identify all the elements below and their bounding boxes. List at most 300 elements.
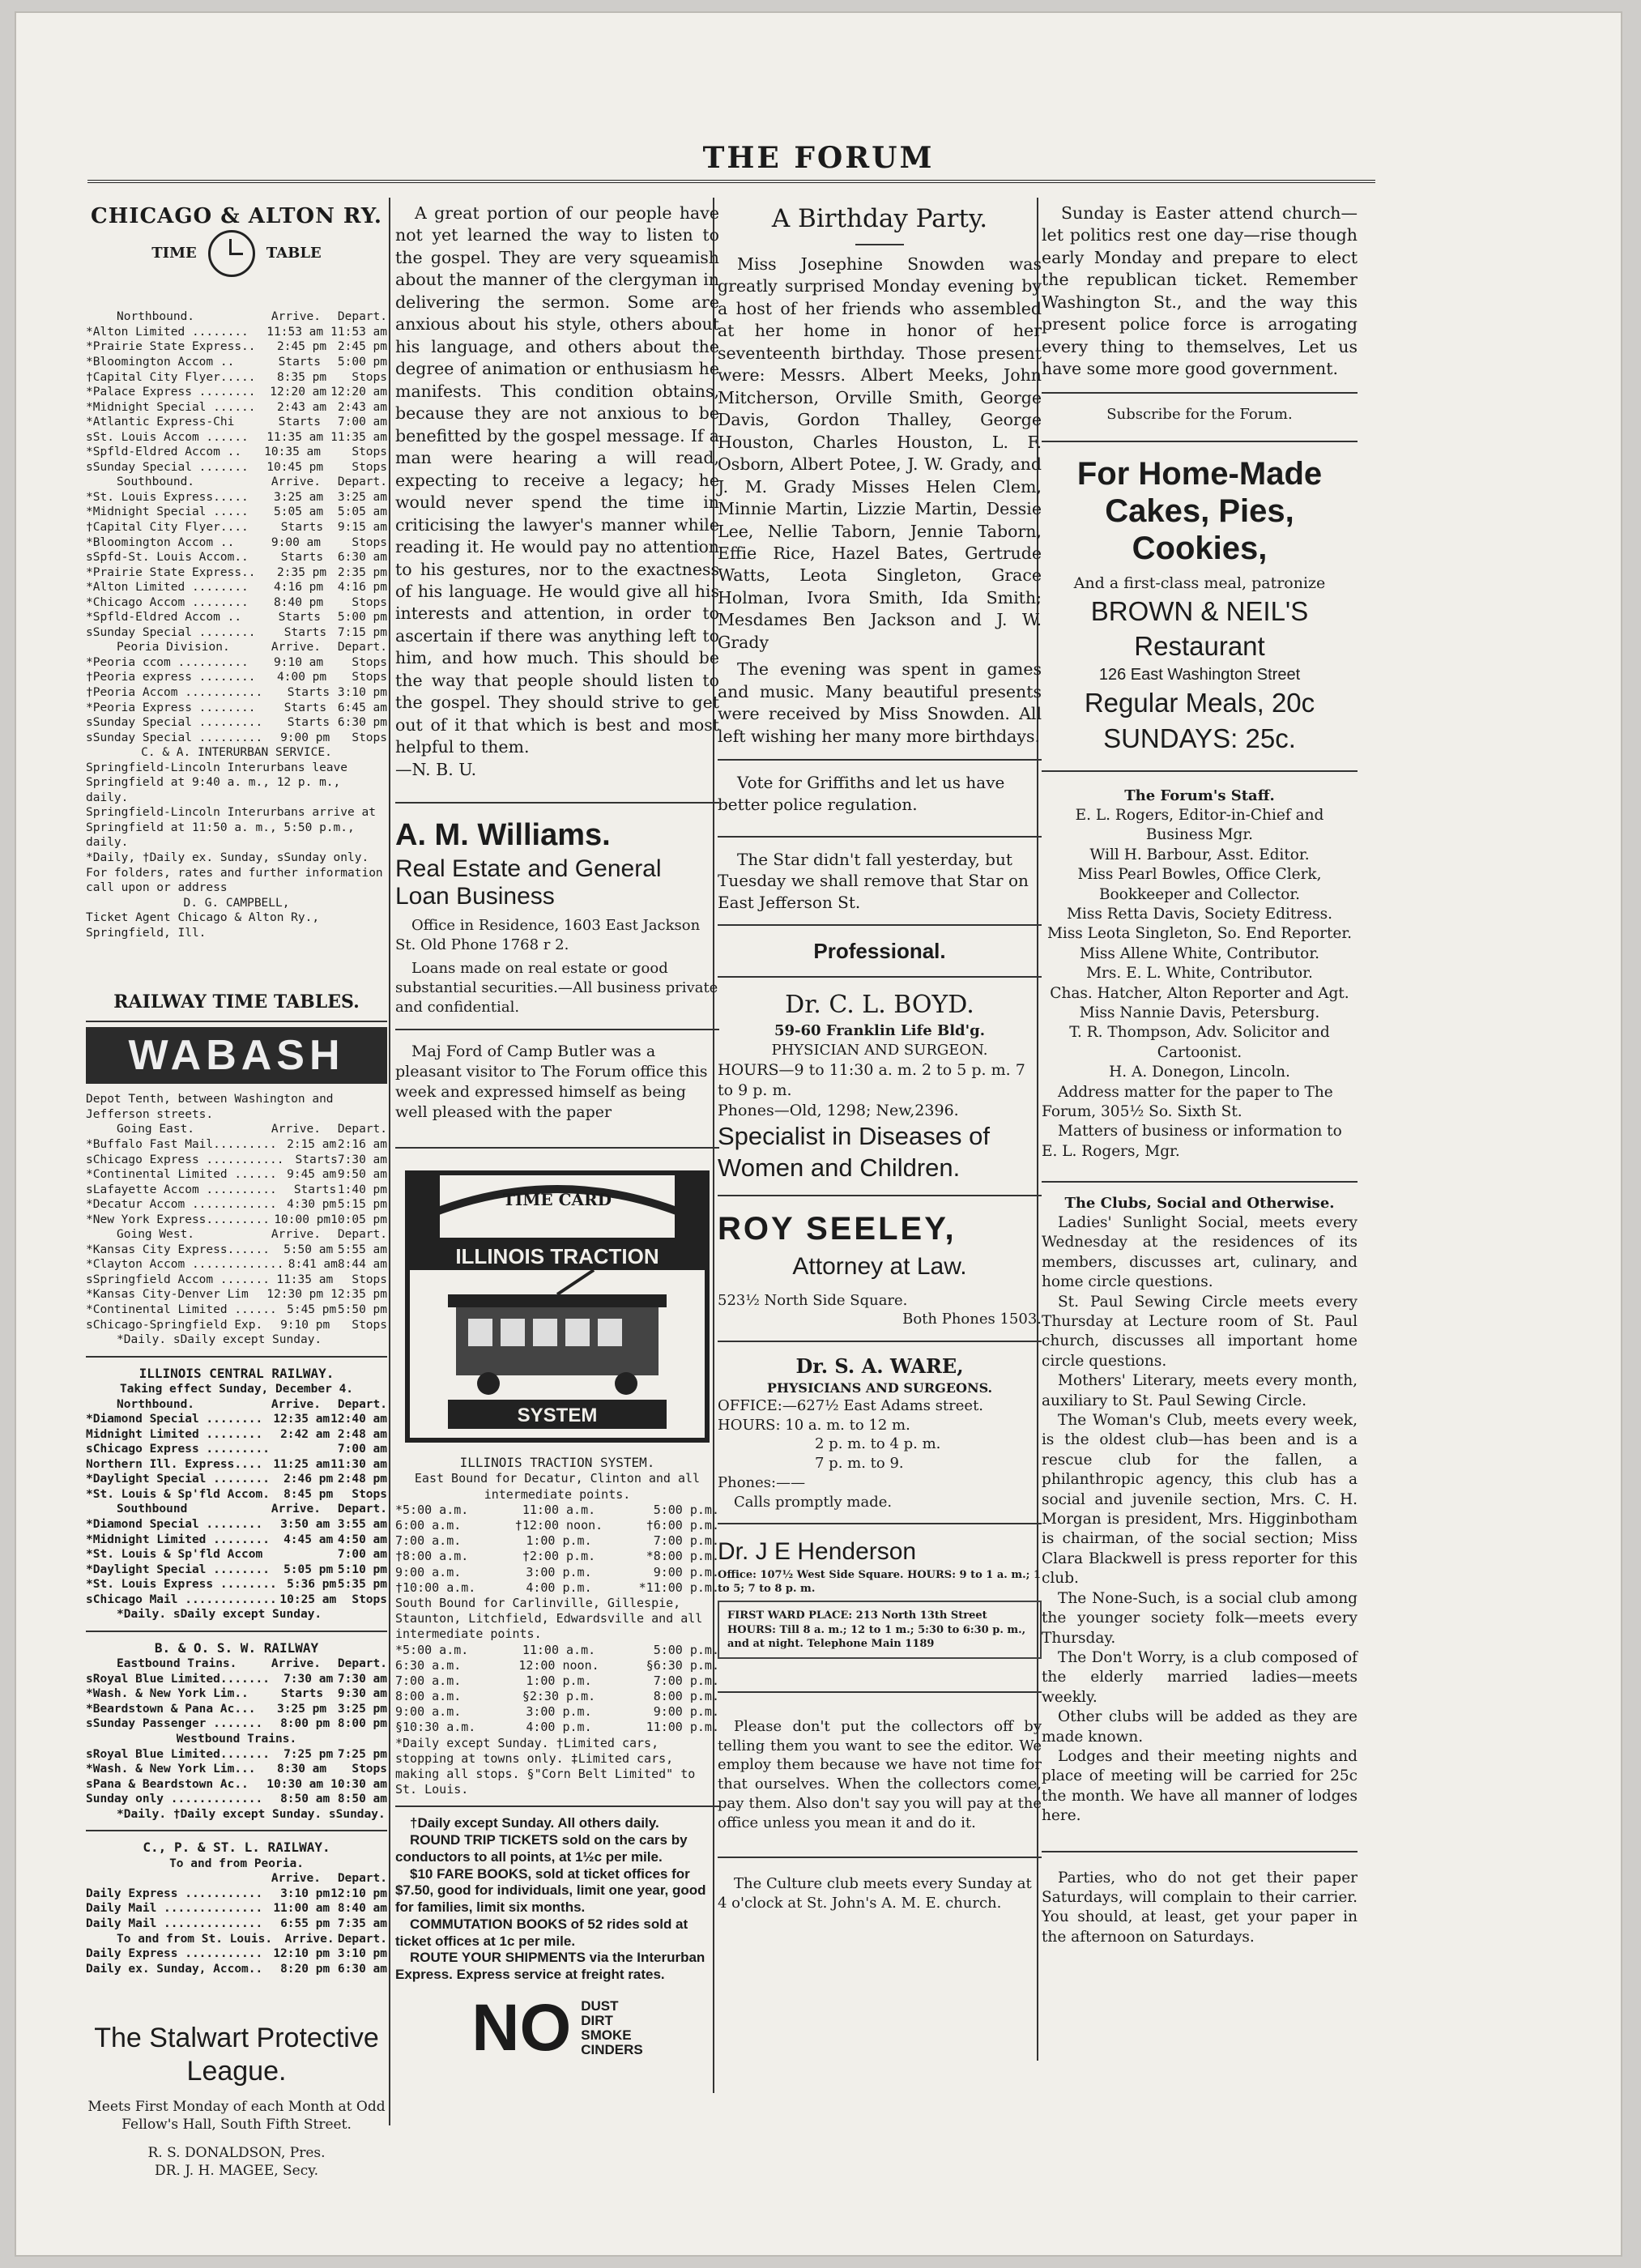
bosw-ad	[86, 1640, 387, 1822]
train-name: sSpfd-St. Louis Accom..	[86, 551, 249, 565]
williams-office: Office in Residence, 1603 East Jackson St. Old Phone 1768 r 2.	[395, 916, 701, 953]
ca-note-line: For folders, rates and further information call upon or address	[86, 866, 383, 895]
traction-east-list	[395, 1503, 719, 1596]
timetable-row	[86, 535, 387, 551]
restaurant-address: 126 East Washington Street	[1098, 665, 1301, 684]
col-arrive: Arrive.	[271, 641, 321, 654]
traction-time: †10:00 a.m.	[395, 1580, 476, 1595]
traction-time: 5:00 p.m.	[653, 1502, 719, 1517]
timetable-row	[86, 490, 387, 505]
staff-entry: Miss Pearl Bowles, Office Clerk, Bookkeeper and Collector.	[1077, 866, 1322, 903]
column-rule-1	[389, 198, 390, 2125]
traction-time: *11:00 p.m.	[638, 1580, 719, 1595]
timetable-row	[86, 1457, 387, 1473]
train-name: sRoyal Blue Limited.......	[86, 1747, 270, 1761]
train-name: sPana & Beardstown Ac..	[86, 1777, 249, 1791]
star-notice: The Star didn't fall yesterday, but Tuesday we shall remove that Star on East Jefferson St.	[718, 850, 1029, 912]
arrive-time: 4:16 pm	[274, 581, 324, 595]
no-item: DIRT	[581, 2012, 613, 2028]
williams-name: A. M. Williams.	[395, 817, 611, 852]
ware-phones: Phones:——	[718, 1473, 806, 1491]
timetable-row	[86, 1167, 387, 1183]
timetable-row	[86, 595, 387, 611]
train-name: sChicago Express ...........	[86, 1153, 284, 1166]
train-name: *Daylight Special ........	[86, 1473, 270, 1486]
arrive-time: 5:45 pm	[287, 1302, 337, 1316]
no-list	[581, 1999, 643, 2057]
arrive-time: 3:50 am	[280, 1518, 330, 1531]
arrive-time: Starts	[280, 1687, 324, 1701]
ca-note-line: *Daily, †Daily ex. Sunday, sSunday only.	[86, 851, 369, 864]
arrive-time: 10:30 am	[266, 1777, 324, 1791]
williams-ad	[395, 815, 719, 1017]
timetable-row	[86, 1183, 387, 1198]
depart-time: 8:40 am	[337, 1902, 387, 1916]
traction-time: §2:30 p.m.	[522, 1689, 596, 1704]
traction-time: 3:00 p.m.	[526, 1564, 592, 1580]
timetable-row	[86, 1533, 387, 1548]
depart-time: 5:00 pm	[337, 611, 387, 625]
seeley-phones: Both Phones 1503.	[902, 1311, 1042, 1328]
timetable-row	[86, 1716, 387, 1732]
professional-section	[718, 937, 1042, 1659]
arrive-time: Starts	[293, 1183, 337, 1196]
masthead-rule	[87, 180, 1375, 183]
arrive-time: Starts	[280, 551, 324, 565]
depart-time: 6:45 am	[337, 701, 387, 714]
depart-time: 12:40 am	[330, 1413, 387, 1426]
traction-south-list	[395, 1643, 719, 1736]
depart-time: 7:00 am	[337, 416, 387, 429]
ware-calls: Calls promptly made.	[734, 1493, 893, 1511]
train-name: *Peoria ccom ..........	[86, 655, 249, 669]
depart-time: 9:50 am	[337, 1168, 387, 1182]
arrive-time: 9:10 pm	[280, 1318, 330, 1332]
restaurant-headline: For Home-Made Cakes, Pies, Cookies,	[1076, 455, 1323, 566]
birthday-text-2: The evening was spent in games and music. Many beautiful presents were received by Miss Snowden. All left wishing her many more birthdays.	[718, 659, 1042, 746]
traction-note: †Daily except Sunday. All others daily.	[410, 1815, 659, 1831]
northbound-label: Northbound.	[117, 310, 195, 324]
gospel-signature: —N. B. U.	[395, 759, 477, 779]
train-name: *Kansas City Express......	[86, 1243, 270, 1256]
clubs-list	[1042, 1213, 1358, 1827]
ca-northbound-list	[86, 325, 387, 475]
train-name: *Buffalo Fast Mail.........	[86, 1137, 277, 1151]
restaurant-label: Restaurant	[1134, 631, 1265, 662]
timetable-row	[86, 355, 387, 370]
arrive-time: 8:00 pm	[280, 1717, 330, 1731]
traction-time: §6:30 p.m.	[646, 1657, 719, 1673]
arrive-time: 8:35 pm	[277, 370, 327, 384]
train-name: *St. Louis Express.....	[86, 490, 249, 504]
traction-time: 7:00 p.m.	[653, 1673, 719, 1688]
traction-time-row	[395, 1533, 719, 1549]
traction-time: 6:30 a.m.	[395, 1657, 462, 1673]
arrive-time: 10:45 pm	[266, 460, 324, 474]
depart-time: Stops	[352, 1592, 387, 1606]
timetable-row	[86, 550, 387, 565]
ware-hours-2: 2 p. m. to 4 p. m.	[815, 1435, 941, 1453]
col-depart: Depart.	[337, 1123, 387, 1136]
culture-notice: The Culture club meets every Sunday at 4 o'clock at St. John's A. M. E. church.	[718, 1875, 1032, 1912]
depart-time: 7:35 am	[337, 1916, 387, 1930]
ca-note-line: D. G. CAMPBELL,	[183, 896, 290, 910]
train-name: sSunday Special .......	[86, 460, 249, 474]
depart-time: 6:30 am	[337, 551, 387, 565]
cpstl-peoria-list	[86, 1886, 387, 1932]
arrive-time: 8:50 am	[280, 1793, 330, 1806]
train-name: *Daylight Special ........	[86, 1562, 270, 1576]
ic-note: *Daily. sDaily except Sunday.	[117, 1608, 322, 1622]
henderson-ward-box	[718, 1601, 1042, 1658]
club-paragraph: St. Paul Sewing Circle meets every Thursday at Lecture room of St. Paul church, discusses all important home circle questions.	[1042, 1293, 1358, 1370]
train-name: †Peoria express ........	[86, 671, 256, 684]
timetable-row	[86, 1577, 387, 1592]
cpstl-ad	[86, 1840, 387, 1976]
train-name: *Prairie State Express..	[86, 565, 256, 579]
train-name: sLafayette Accom ..........	[86, 1183, 277, 1196]
depart-time: Stops	[352, 731, 387, 744]
timetable-row	[86, 1962, 387, 1977]
traction-system-text: SYSTEM	[517, 1404, 598, 1426]
cpstl-stl-label: To and from St. Louis.	[117, 1932, 273, 1946]
depart-time: 3:25 pm	[337, 1702, 387, 1716]
timetable-row	[86, 685, 387, 701]
arrive-time: 8:40 pm	[274, 595, 324, 609]
train-name: *Prairie State Express..	[86, 340, 256, 354]
staff-heading: The Forum's Staff.	[1124, 787, 1275, 805]
traction-time: 11:00 p.m.	[646, 1720, 719, 1735]
traction-time: 7:00 p.m.	[653, 1533, 719, 1549]
train-name: sSpringfield Accom .......	[86, 1273, 270, 1286]
traction-note: $10 FARE BOOKS, sold at ticket offices for $7.50, good for individuals, limit one year, good for families, limit six months.	[395, 1865, 706, 1916]
timetable-row	[86, 580, 387, 595]
depart-time: 7:30 am	[337, 1672, 387, 1686]
col-depart: Depart.	[337, 1932, 387, 1946]
restaurant-sundays: SUNDAYS: 25c.	[1103, 723, 1296, 753]
traction-time: 6:00 a.m.	[395, 1518, 462, 1533]
train-name: Daily Express ...........	[86, 1947, 263, 1961]
peoria-label: Peoria Division.	[117, 641, 230, 654]
timetable-row	[86, 1137, 387, 1153]
club-paragraph: Lodges and their meeting nights and place of meeting will be carried for 25c the month. We have all manner of lodges here.	[1042, 1747, 1358, 1825]
time-card-banner: TIME CARD	[503, 1189, 612, 1209]
train-name: *St. Louis Express ........	[86, 1578, 277, 1592]
depart-time: 12:35 pm	[330, 1288, 387, 1302]
traction-time: 9:00 a.m.	[395, 1704, 462, 1720]
depart-time: 11:53 am	[330, 325, 387, 339]
traction-time: †2:00 p.m.	[522, 1549, 596, 1564]
boyd-title: PHYSICIAN AND SURGEON.	[771, 1041, 988, 1059]
restaurant-name: BROWN & NEIL'S	[1090, 595, 1309, 626]
collectors-notice: Please don't put the collectors off by telling them you want to see the editor. We employ them because we have not time for that ourselves. When the collectors come, pay them. Also don't say you will pay at the office unless you mean it and do it.	[718, 1717, 1042, 1831]
timetable-row	[86, 625, 387, 641]
timetable-row	[86, 1442, 387, 1457]
traction-time: §10:30 a.m.	[395, 1720, 476, 1735]
arrive-time: 12:10 pm	[273, 1947, 330, 1961]
chicago-alton-ad	[86, 202, 387, 940]
arrive-time: 11:00 am	[273, 1902, 330, 1916]
train-name: *Kansas City-Denver Lim	[86, 1288, 249, 1302]
train-name: *St. Louis & Sp'fld Accom.	[86, 1487, 270, 1501]
ware-name: Dr. S. A. WARE,	[795, 1354, 964, 1379]
train-name: *Bloomington Accom ..	[86, 535, 235, 549]
train-name: *Continental Limited ......	[86, 1168, 277, 1182]
arrive-time: 11:35 am	[276, 1273, 334, 1286]
timetable-row	[86, 1792, 387, 1807]
ca-notes	[86, 745, 387, 940]
ca-note-line: Springfield-Lincoln Interurbans arrive at Springfield at 11:50 a. m., 5:50 p.m., daily.	[86, 806, 376, 850]
col-arrive: Arrive.	[271, 475, 321, 489]
bosw-note: *Daily. †Daily except Sunday. sSunday.	[117, 1807, 386, 1821]
train-name: *Clayton Accom .............	[86, 1258, 284, 1272]
train-name: †Capital City Flyer....	[86, 520, 249, 534]
traction-south-heading: South Bound for Carlinville, Gillespie, Staunton, Litchfield, Edwardsville and all intermediate points.	[395, 1595, 703, 1642]
staff-entry: Miss Leota Singleton, So. End Reporter.	[1046, 925, 1353, 943]
depart-time: 12:20 am	[330, 386, 387, 399]
col-arrive: Arrive.	[271, 1657, 321, 1671]
arrive-time: 10:25 am	[279, 1592, 337, 1606]
timetable-row	[86, 1472, 387, 1487]
seeley-name: ROY SEELEY,	[718, 1211, 957, 1247]
train-name: *Diamond Special ........	[86, 1413, 263, 1426]
traction-time: 11:00 a.m.	[522, 1502, 596, 1517]
traction-time: †8:00 a.m.	[395, 1549, 469, 1564]
traction-time: 9:00 p.m.	[653, 1704, 719, 1720]
depart-time: 6:30 am	[337, 1962, 387, 1976]
train-name: *Continental Limited ......	[86, 1302, 277, 1316]
henderson-name: Dr. J E Henderson	[718, 1538, 917, 1566]
boyd-address: 59-60 Franklin Life Bld'g.	[774, 1022, 985, 1040]
timetable-row	[86, 505, 387, 520]
restaurant-meal: And a first-class meal, patronize	[1073, 573, 1326, 592]
depart-time: 7:00 am	[337, 1443, 387, 1456]
arrive-time: 9:00 am	[271, 535, 321, 549]
timetable-row	[86, 1302, 387, 1318]
arrive-time: 11:35 am	[266, 430, 324, 444]
wabash-west-list	[86, 1243, 387, 1332]
club-paragraph: The Woman's Club, meets every week, is the oldest club—has been and is a rescue club for the fallen, a philanthropic agency, this club has a social and juvenile section, Mrs. C. H. Morgan is president, Mrs. Higginbotham is chairman, of the social section; Miss Clara Blackwell is press reporter for this club.	[1042, 1412, 1358, 1588]
club-paragraph: The Don't Worry, is a club composed of the elderly married ladies—meets weekly.	[1042, 1648, 1358, 1706]
depart-time: 5:10 pm	[337, 1562, 387, 1576]
depart-time: 11:30 am	[330, 1457, 387, 1471]
williams-headline: Real Estate and General Loan Business	[395, 855, 662, 910]
traction-time: *5:00 a.m.	[395, 1502, 469, 1517]
train-name: Sunday only .............	[86, 1793, 263, 1806]
cpstl-peoria-label: To and from Peoria.	[169, 1857, 304, 1870]
timetable-row	[86, 1243, 387, 1258]
traction-time: 12:00 noon.	[518, 1657, 599, 1673]
timetable-row	[86, 415, 387, 430]
traction-time: 7:00 a.m.	[395, 1673, 462, 1688]
col-depart: Depart.	[337, 1872, 387, 1886]
time-label: TIME	[151, 245, 197, 262]
staff-entry: Miss Nannie Davis, Petersburg.	[1079, 1004, 1320, 1021]
depart-time: Stops	[352, 370, 387, 384]
bosw-west-list	[86, 1747, 387, 1807]
ware-hours-3: 7 p. m. to 9.	[815, 1455, 904, 1473]
depart-time: Stops	[352, 535, 387, 549]
traction-time: 8:00 a.m.	[395, 1689, 462, 1704]
ic-north-label: Northbound.	[117, 1397, 195, 1411]
staff-address: Address matter for the paper to The Forum, 305½ So. Sixth St.	[1042, 1083, 1333, 1120]
traction-time: 1:00 p.m.	[526, 1533, 592, 1549]
arrive-time: 3:10 pm	[280, 1886, 330, 1900]
timetable-row	[86, 400, 387, 416]
col-arrive: Arrive.	[271, 1872, 321, 1886]
no-item: CINDERS	[581, 2041, 643, 2057]
stalwart-meets: Meets First Monday of each Month at Odd Fellow's Hall, South Fifth Street.	[87, 2098, 386, 2134]
train-name: *Beardstown & Pana Ac...	[86, 1702, 256, 1716]
column-1	[86, 202, 387, 2181]
train-name: †Capital City Flyer.....	[86, 370, 256, 384]
timetable-row	[86, 1747, 387, 1763]
ware-hours-1: HOURS: 10 a. m. to 12 m.	[718, 1416, 910, 1434]
col-depart: Depart.	[337, 310, 387, 324]
depart-time: 10:30 am	[330, 1777, 387, 1791]
chicago-alton-title: CHICAGO & ALTON RY.	[91, 204, 382, 228]
arrive-time: 3:25 am	[274, 490, 324, 504]
train-name: sSunday Special ........	[86, 625, 256, 639]
column-3	[718, 202, 1042, 1913]
timetable-row	[86, 1901, 387, 1916]
depart-time: 5:50 pm	[337, 1302, 387, 1316]
depart-time: 5:00 pm	[337, 355, 387, 369]
col-depart: Depart.	[337, 475, 387, 489]
timetable-row	[86, 1702, 387, 1717]
arrive-time: Starts	[287, 716, 330, 730]
depart-time: 2:45 pm	[337, 340, 387, 354]
timetable-row	[86, 1686, 387, 1702]
ca-note-line: Ticket Agent Chicago & Alton Ry., Springfield, Ill.	[86, 911, 320, 940]
clubs-heading: The Clubs, Social and Otherwise.	[1064, 1195, 1335, 1213]
staff-section	[1042, 787, 1358, 1162]
arrive-time: 11:53 am	[266, 325, 324, 339]
arrive-time: 2:15 am	[287, 1137, 337, 1151]
train-name: *Midnight Limited ........	[86, 1533, 270, 1546]
timetable-row	[86, 1592, 387, 1608]
subscribe-notice: Subscribe for the Forum.	[1106, 405, 1293, 423]
depart-time: 2:16 am	[337, 1137, 387, 1151]
traction-time: 1:00 p.m.	[526, 1673, 592, 1688]
timetable-row	[86, 370, 387, 386]
cpstl-title: C., P. & ST. L. RAILWAY.	[143, 1840, 330, 1856]
traction-time: 5:00 p.m.	[653, 1642, 719, 1657]
ford-notice: Maj Ford of Camp Butler was a pleasant visitor to The Forum office this week and expressed himself as being well pleased with the paper	[395, 1042, 708, 1121]
going-west-label: Going West.	[117, 1228, 195, 1242]
traction-time-row	[395, 1704, 719, 1720]
newspaper-page	[15, 11, 1622, 2257]
depart-time: 9:30 am	[337, 1687, 387, 1701]
ca-note-line: Springfield-Lincoln Interurbans leave Springfield at 9:40 a. m., 12 p. m., daily.	[86, 761, 348, 804]
traction-title: ILLINOIS TRACTION SYSTEM.	[459, 1454, 655, 1470]
timetable-row	[86, 655, 387, 671]
depart-time: 7:30 am	[337, 1153, 387, 1166]
club-paragraph: Mothers' Literary, meets every month, auxiliary to St. Paul Sewing Circle.	[1042, 1372, 1358, 1409]
traction-time-row	[395, 1580, 719, 1596]
arrive-time: 5:50 am	[283, 1243, 334, 1256]
arrive-time: Starts	[287, 685, 330, 699]
timetable-row	[86, 1762, 387, 1777]
traction-time-row	[395, 1549, 719, 1564]
traction-footnote: *Daily except Sunday. †Limited cars, stopping at towns only. ‡Limited cars, making all stops. §"Corn Belt Limited" to St. Louis.	[395, 1735, 696, 1797]
restaurant-ad	[1042, 455, 1358, 757]
traction-time: *8:00 p.m.	[646, 1549, 719, 1564]
traction-time: †6:00 p.m.	[646, 1518, 719, 1533]
club-paragraph: The None-Such, is a social club among the younger society folk—meets every Thursday.	[1042, 1589, 1358, 1647]
timetable-row	[86, 1946, 387, 1962]
boyd-hours: HOURS—9 to 11:30 a. m. 2 to 5 p. m. 7 to 9 p. m.	[718, 1060, 1025, 1099]
train-name: *New York Express.........	[86, 1213, 270, 1226]
arrive-time: 2:46 pm	[283, 1473, 334, 1486]
timetable-row	[86, 1562, 387, 1578]
arrive-time: 8:20 pm	[280, 1962, 330, 1976]
stalwart-pres: R. S. DONALDSON, Pres.	[147, 2144, 326, 2161]
train-name: Daily Mail ..............	[86, 1902, 263, 1916]
depart-time: 12:10 pm	[330, 1886, 387, 1900]
col-arrive: Arrive.	[271, 1503, 321, 1516]
arrive-time: 10:00 pm	[274, 1213, 331, 1226]
ca-peoria-list	[86, 655, 387, 745]
henderson-ward-hours: HOURS: Till 8 a. m.; 12 to 1 m.; 5:30 to 6:30 p. m., and at night. Telephone Main 1189	[727, 1623, 1026, 1650]
timetable-row	[86, 1318, 387, 1333]
timetable-row	[86, 385, 387, 400]
boyd-phones: Phones—Old, 1298; New,2396.	[718, 1101, 959, 1119]
traction-time-row	[395, 1503, 719, 1518]
staff-entry: E. L. Rogers, Editor-in-Chief and Business Mgr.	[1075, 806, 1324, 844]
arrive-time: 4:45 am	[283, 1533, 334, 1546]
henderson-office: Office: 107½ West Side Square. HOURS: 9 to 1 a. m.; 1 to 5; 7 to 8 p. m.	[718, 1569, 1041, 1596]
bosw-west-label: Westbound Trains.	[176, 1733, 297, 1746]
traction-time: 7:00 a.m.	[395, 1533, 462, 1549]
depart-time: Stops	[352, 655, 387, 669]
traction-time-row	[395, 1518, 719, 1533]
arrive-time: 12:35 am	[273, 1413, 330, 1426]
birthday-title: A Birthday Party.	[771, 204, 988, 233]
timetable-row	[86, 731, 387, 746]
wabash-depot: Depot Tenth, between Washington and Jefferson streets.	[86, 1093, 334, 1121]
depart-time: 9:15 am	[337, 520, 387, 534]
traction-time: 11:00 a.m.	[522, 1642, 596, 1657]
ic-effect: Taking effect Sunday, December 4.	[119, 1383, 354, 1396]
train-name: *Alton Limited ........	[86, 581, 249, 595]
timetable-row	[86, 715, 387, 731]
arrive-time: 5:05 am	[274, 505, 324, 519]
ware-title: PHYSICIANS AND SURGEONS.	[766, 1379, 993, 1396]
depart-time: 8:44 am	[337, 1258, 387, 1272]
boyd-name: Dr. C. L. BOYD.	[785, 991, 974, 1020]
depart-time: 5:55 am	[337, 1243, 387, 1256]
timetable-row	[86, 1427, 387, 1443]
timetable-row	[86, 445, 387, 460]
timetable-row	[86, 565, 387, 581]
col-depart: Depart.	[337, 1657, 387, 1671]
depart-time: 7:15 pm	[337, 625, 387, 639]
arrive-time: 5:36 pm	[287, 1578, 337, 1592]
timetable-row	[86, 1886, 387, 1902]
depart-time: Stops	[352, 446, 387, 459]
traction-east-heading: East Bound for Decatur, Clinton and all intermediate points.	[414, 1471, 701, 1502]
train-name: *Wash. & New York Lim...	[86, 1763, 256, 1776]
timetable-row	[86, 1153, 387, 1168]
depart-time: Stops	[352, 1273, 387, 1286]
train-name: †Peoria Accom ...........	[86, 685, 263, 699]
arrive-time	[262, 1547, 330, 1562]
staff-entry: Miss Retta Davis, Society Editress.	[1066, 905, 1333, 923]
depart-time: 7:00 am	[337, 1548, 387, 1562]
arrive-time: 2:35 pm	[277, 565, 327, 579]
traction-note: ROUND TRIP TICKETS sold on the cars by conductors to all points, at 1½c per mile.	[395, 1832, 688, 1865]
